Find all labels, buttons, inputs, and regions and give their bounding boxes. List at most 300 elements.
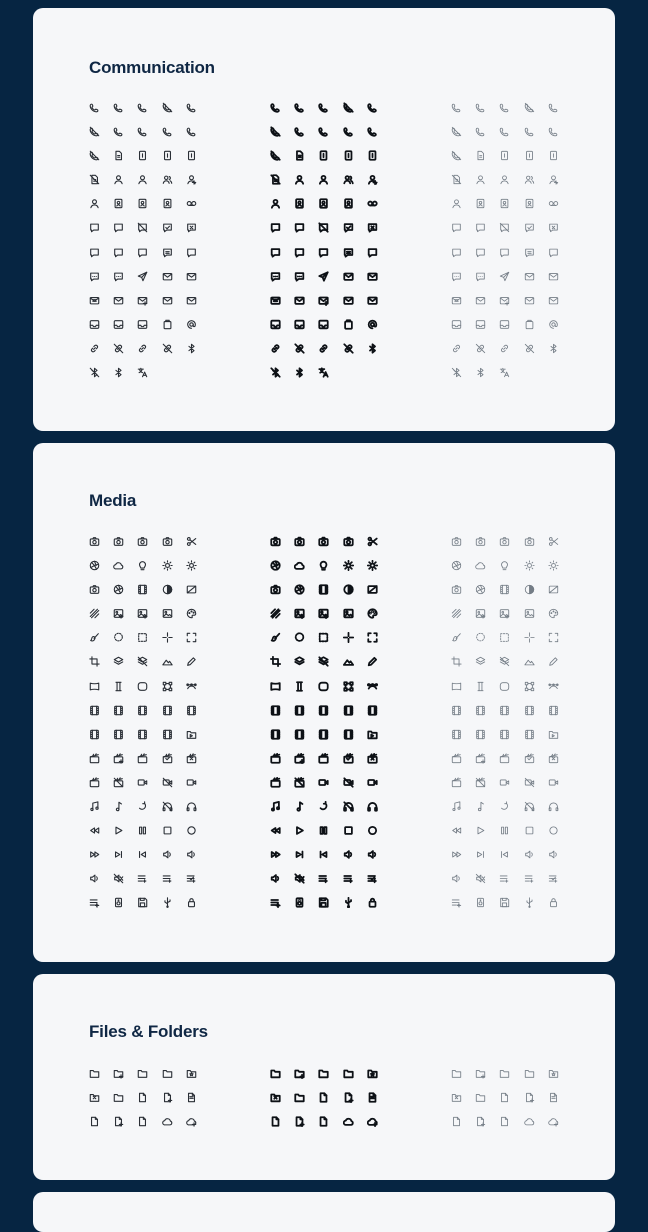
cloud-sync-icon [336,1113,360,1137]
music-note-double-icon [263,798,287,822]
file-upload-icon [287,1113,311,1137]
brush-icon [82,629,106,653]
folder-empty-icon [155,1065,179,1089]
phone-incoming-icon [106,123,130,147]
brightness-low-icon [155,557,179,581]
user-add-icon [360,171,384,195]
video-record-icon [541,774,565,798]
folder-add-icon [287,1065,311,1089]
playlist-music-icon [517,870,541,894]
playlist-check-icon [360,870,384,894]
folder-image-icon [468,1089,492,1113]
section-title: Communication [89,58,215,77]
chat-check-icon [336,219,360,243]
rounded-rect-icon [312,678,336,702]
mountain-icon [517,653,541,677]
bluetooth-off-icon [444,364,468,388]
mail-lines-icon [444,292,468,316]
volume-low-icon [517,846,541,870]
chat-off-icon [493,219,517,243]
layers-icon [287,653,311,677]
device-tablet-number-icon [179,147,203,171]
layers-off-icon [131,653,155,677]
send-icon [312,268,336,292]
mountain-icon [155,653,179,677]
lightbulb-icon [131,557,155,581]
film-frame-icon [312,702,336,726]
film-square-icon [493,726,517,750]
lasso-icon [468,629,492,653]
chat-alert-icon [444,244,468,268]
video-off-icon [336,774,360,798]
file-search-icon [493,1113,517,1137]
inbox-icon [82,316,106,340]
volume-high-icon [82,870,106,894]
mail-open-icon [360,268,384,292]
clapperboard-close-icon [360,750,384,774]
clapperboard-play-icon [444,774,468,798]
contrast-icon [155,581,179,605]
speaker-icon [468,894,492,918]
inbox-archive-icon [131,316,155,340]
folder-add-icon [468,1065,492,1089]
mail-icon [517,268,541,292]
device-tablet-icon [312,147,336,171]
play-icon [106,822,130,846]
volume-off-icon [468,870,492,894]
usb-icon [517,894,541,918]
film-play-icon [336,702,360,726]
users-icon [336,171,360,195]
file-add-icon [517,1089,541,1113]
link-break-icon [155,340,179,364]
gallery-strip-icon [312,581,336,605]
camera-flip-icon [82,581,106,605]
document-icon [106,147,130,171]
rewind-icon [263,822,287,846]
user-icon [106,171,130,195]
chat-check-icon [155,219,179,243]
camera-square-icon [155,533,179,557]
device-tablet-alt-icon [155,147,179,171]
mail-lock-icon [179,292,203,316]
stop-icon [517,822,541,846]
folder-icon [444,1065,468,1089]
chat-image-icon [493,244,517,268]
mail-forward-icon [493,292,517,316]
folder-star-icon [360,1065,384,1089]
chat-ellipsis-icon [106,268,130,292]
clapperboard-check-icon [517,750,541,774]
chat-dots-icon [263,268,287,292]
voicemail-icon [541,195,565,219]
chat-dots-icon [444,268,468,292]
icon-set-bold [263,99,384,388]
icon-set-thin [444,99,565,388]
folder-empty-icon [336,1065,360,1089]
phone-pause-icon [336,123,360,147]
file-search-icon [131,1113,155,1137]
chat-lines-icon [517,244,541,268]
video-camera-icon [131,774,155,798]
clapperboard-close-icon [179,750,203,774]
brightness-low-icon [517,557,541,581]
device-tablet-alt-icon [517,147,541,171]
volume-low-icon [155,846,179,870]
record-icon [360,822,384,846]
inbox-archive-icon [312,316,336,340]
at-sign-icon [360,316,384,340]
section-card-next [33,1192,615,1232]
phone-hangup-icon [444,99,468,123]
chat-image-icon [312,244,336,268]
chat-image-icon [131,244,155,268]
phone-missed-icon [444,123,468,147]
camera-square-icon [517,533,541,557]
skip-forward-icon [287,846,311,870]
phone-hangup-icon [263,99,287,123]
bluetooth-icon [360,340,384,364]
icon-set-regular [82,99,203,388]
phone-ringing-icon [468,99,492,123]
rotate-icon [493,798,517,822]
phone-disconnect-icon [263,147,287,171]
video-record-icon [360,774,384,798]
palette-icon [179,605,203,629]
aperture-icon [106,581,130,605]
contact-book-off-icon [263,171,287,195]
contact-portrait-icon [312,195,336,219]
pattern-diagonal-icon [444,605,468,629]
send-icon [493,268,517,292]
playlist-icon [493,870,517,894]
clapperboard-edit-icon [131,750,155,774]
film-grid-icon [106,702,130,726]
film-play-icon [517,702,541,726]
volume-mid-icon [541,846,565,870]
mail-open-icon [179,268,203,292]
film-alt-icon [444,726,468,750]
lightbulb-icon [312,557,336,581]
image-upload-icon [468,605,492,629]
film-strip-icon [179,702,203,726]
skip-back-icon [131,846,155,870]
at-sign-icon [541,316,565,340]
phone-ringing-icon [287,99,311,123]
chat-ellipsis-icon [287,268,311,292]
film-square-icon [312,726,336,750]
bluetooth-icon [541,340,565,364]
cloud-upload-icon [360,1113,384,1137]
layers-icon [468,653,492,677]
camera-flip-icon [444,581,468,605]
video-off-icon [155,774,179,798]
image-upload-icon [106,605,130,629]
vector-square-icon [517,678,541,702]
phone-call-icon [179,123,203,147]
headphones-icon [541,798,565,822]
phone-outgoing-icon [493,123,517,147]
camera-sync-icon [106,533,130,557]
phone-missed-icon [82,123,106,147]
file-text-icon [360,1089,384,1113]
mail-forward-icon [312,292,336,316]
volume-off-icon [287,870,311,894]
volume-off-icon [106,870,130,894]
chat-off-icon [131,219,155,243]
phone-pause-icon [517,123,541,147]
folder-empty-icon [517,1065,541,1089]
translate-icon [312,364,336,388]
bluetooth-off-icon [263,364,287,388]
icon-set-regular [82,533,203,919]
users-icon [155,171,179,195]
file-text-icon [541,1089,565,1113]
brush-icon [444,629,468,653]
inbox-archive-icon [493,316,517,340]
phone-icon [131,99,155,123]
file-icon [131,1089,155,1113]
film-icon [82,702,106,726]
mountain-icon [336,653,360,677]
voicemail-icon [179,195,203,219]
section-card-media [33,443,615,962]
chat-square-icon [263,219,287,243]
lasso-icon [287,629,311,653]
link-break-icon [336,340,360,364]
pen-icon [179,653,203,677]
chat-ellipsis-icon [468,268,492,292]
contrast-icon [517,581,541,605]
cloud-icon [287,557,311,581]
icon-set-bold [263,533,384,919]
aperture-icon [468,581,492,605]
pause-icon [493,822,517,846]
chat-info-icon [106,244,130,268]
gallery-strip-icon [131,581,155,605]
translate-icon [493,364,517,388]
speaker-icon [106,894,130,918]
crosshair-icon [336,629,360,653]
user-add-icon [541,171,565,195]
usb-icon [155,894,179,918]
phone-off-icon [517,99,541,123]
column-icon [468,678,492,702]
link-icon [131,340,155,364]
column-icon [106,678,130,702]
link-off-icon [287,340,311,364]
skip-back-icon [312,846,336,870]
mail-lock-icon [360,292,384,316]
vector-square-icon [336,678,360,702]
folder-open-icon [312,1065,336,1089]
fast-forward-icon [82,846,106,870]
user-voice-icon [82,195,106,219]
music-note-double-icon [82,798,106,822]
mail-error-icon [106,292,130,316]
device-tablet-icon [131,147,155,171]
clapperboard-off-icon [468,774,492,798]
link-pill-icon [444,340,468,364]
chat-multiple-icon [360,244,384,268]
section-title: Media [89,491,137,510]
film-alt-icon [82,726,106,750]
scissors-icon [541,533,565,557]
cloud-sync-icon [517,1113,541,1137]
cloud-icon [106,557,130,581]
film-box-icon [468,726,492,750]
phone-incoming-icon [287,123,311,147]
folder-film-icon [179,726,203,750]
skip-forward-icon [106,846,130,870]
mail-reply-icon [336,292,360,316]
camera-icon [444,533,468,557]
file-upload-icon [106,1113,130,1137]
chat-info-icon [287,244,311,268]
aperture-icon [287,581,311,605]
image-add-icon [493,605,517,629]
headphones-icon [360,798,384,822]
gallery-strip-icon [493,581,517,605]
camera-slot-icon [312,533,336,557]
clapperboard-off-icon [106,774,130,798]
phone-disconnect-icon [82,147,106,171]
chat-multiple-icon [541,244,565,268]
music-note-icon [106,798,130,822]
vector-square-icon [155,678,179,702]
mail-lock-icon [541,292,565,316]
user-icon [468,171,492,195]
brightness-low-icon [336,557,360,581]
lock-icon [541,894,565,918]
user-icon [287,171,311,195]
contact-portrait-icon [493,195,517,219]
folder-film-icon [541,726,565,750]
bluetooth-off-icon [82,364,106,388]
image-frame-icon [517,605,541,629]
cloud-icon [468,557,492,581]
layers-off-icon [312,653,336,677]
camera-icon [263,533,287,557]
lasso-icon [106,629,130,653]
record-icon [179,822,203,846]
folder-close-icon [263,1089,287,1113]
play-icon [287,822,311,846]
phone-outgoing-icon [312,123,336,147]
bluetooth-connected-icon [468,364,492,388]
folder-image-icon [287,1089,311,1113]
folder-icon [263,1065,287,1089]
document-icon [468,147,492,171]
volume-high-icon [444,870,468,894]
panorama-icon [263,678,287,702]
camera-slot-icon [131,533,155,557]
playlist-check-icon [179,870,203,894]
file-search-icon [312,1113,336,1137]
usb-icon [336,894,360,918]
users-icon [517,171,541,195]
folder-close-icon [444,1089,468,1113]
frame-ratio-icon [360,581,384,605]
chat-square-icon [444,219,468,243]
video-camera-icon [493,774,517,798]
bezier-icon [360,678,384,702]
inbox-download-icon [106,316,130,340]
fast-forward-icon [444,846,468,870]
video-off-icon [517,774,541,798]
chat-multiple-icon [179,244,203,268]
device-tablet-icon [493,147,517,171]
chat-check-icon [517,219,541,243]
floppy-disk-icon [131,894,155,918]
chat-dots-icon [82,268,106,292]
layers-off-icon [493,653,517,677]
music-note-icon [287,798,311,822]
headphone-off-icon [517,798,541,822]
clapperboard-add-icon [106,750,130,774]
file-download-icon [444,1113,468,1137]
volume-mid-icon [179,846,203,870]
image-add-icon [131,605,155,629]
cloud-sync-icon [155,1113,179,1137]
film-icon [444,702,468,726]
folder-close-icon [82,1089,106,1113]
mail-forward-icon [131,292,155,316]
camera-square-icon [336,533,360,557]
bezier-icon [541,678,565,702]
camera-flip-icon [263,581,287,605]
chat-close-icon [360,219,384,243]
image-add-icon [312,605,336,629]
phone-disconnect-icon [444,147,468,171]
phone-forward-icon [360,99,384,123]
bluetooth-connected-icon [287,364,311,388]
contact-badge-icon [336,195,360,219]
scissors-icon [179,533,203,557]
contact-card-icon [468,195,492,219]
section-title: Files & Folders [89,1022,208,1041]
inbox-download-icon [468,316,492,340]
playlist-add-icon [444,894,468,918]
clapperboard-add-icon [468,750,492,774]
film-box-icon [287,726,311,750]
phone-incoming-icon [468,123,492,147]
crosshair-icon [155,629,179,653]
lock-icon [360,894,384,918]
device-tablet-alt-icon [336,147,360,171]
phone-pause-icon [155,123,179,147]
mail-error-icon [468,292,492,316]
camera-sync-icon [287,533,311,557]
fullscreen-icon [541,629,565,653]
select-dashed-icon [312,629,336,653]
clapperboard-edit-icon [312,750,336,774]
image-frame-icon [155,605,179,629]
section-card-files-folders [33,974,615,1180]
film-frame-icon [493,702,517,726]
camera-slot-icon [493,533,517,557]
device-tablet-number-icon [541,147,565,171]
translate-icon [131,364,155,388]
user-add-icon [179,171,203,195]
brightness-high-icon [179,557,203,581]
playlist-add-icon [263,894,287,918]
playlist-icon [312,870,336,894]
film-square-icon [131,726,155,750]
image-upload-icon [287,605,311,629]
stop-icon [336,822,360,846]
layers-icon [106,653,130,677]
